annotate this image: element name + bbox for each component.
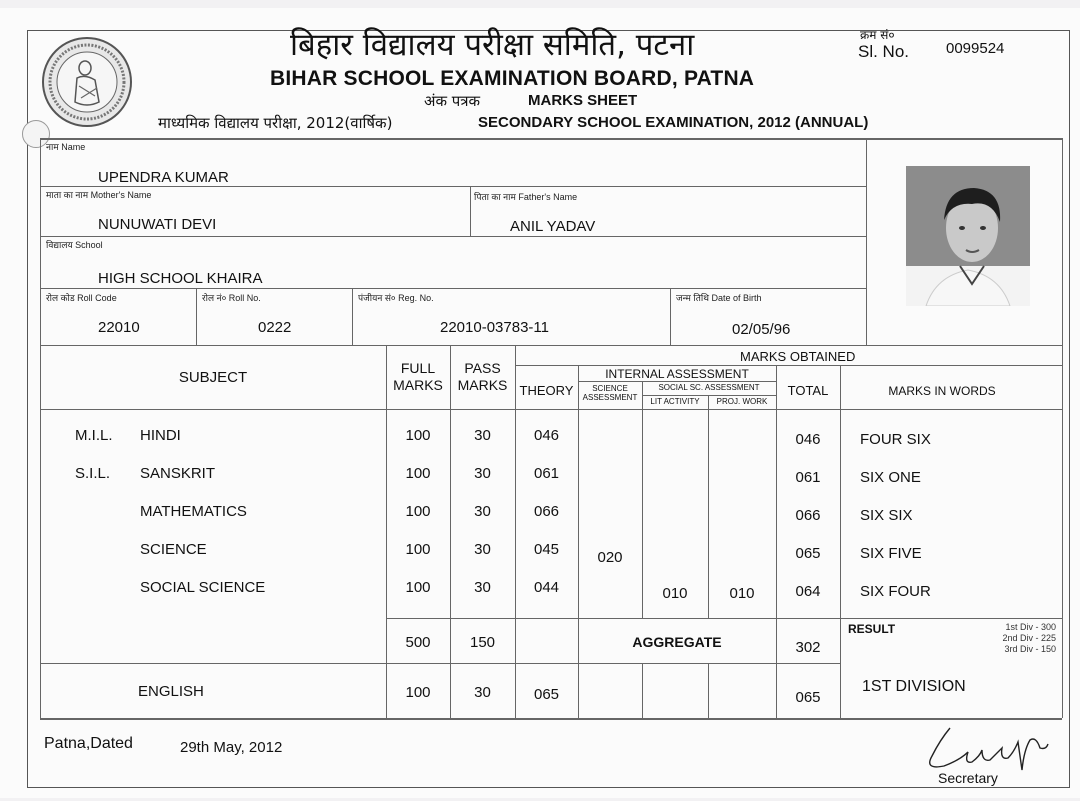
marks-total: 065 <box>795 545 821 562</box>
marks-in-words: SIX ONE <box>860 469 921 486</box>
roll-no: 0222 <box>258 319 292 336</box>
marks-full: 100 <box>405 427 431 444</box>
english-pass-marks: 30 <box>474 684 491 701</box>
marks-sci: 020 <box>597 549 623 566</box>
division-criteria <box>960 622 1056 655</box>
divider <box>866 138 867 346</box>
subject-name: SOCIAL SCIENCE <box>140 579 266 596</box>
divider <box>40 186 866 187</box>
marks-pass: 30 <box>474 503 491 520</box>
english-theory: 065 <box>533 686 560 703</box>
divider <box>40 718 1062 720</box>
marks-total: 066 <box>795 507 821 524</box>
student-photo <box>906 166 1030 306</box>
place-label: Patna,Dated <box>44 735 133 752</box>
marks-full: 100 <box>405 503 431 520</box>
divider <box>642 663 643 718</box>
subject-prefix: M.I.L. <box>75 427 113 444</box>
internal-assessment-header: INTERNAL ASSESSMENT <box>605 367 749 381</box>
english-subject: ENGLISH <box>138 683 204 700</box>
marks-pass: 30 <box>474 427 491 444</box>
aggregate-full-marks: 500 <box>405 634 431 651</box>
secretary-signature <box>910 720 1060 776</box>
pass-marks-header-line: PASS <box>464 360 501 376</box>
aggregate-pass-marks: 150 <box>469 634 496 651</box>
secretary-label: Secretary <box>938 770 998 786</box>
marks-full: 100 <box>405 465 431 482</box>
sheet-title-english: MARKS SHEET <box>528 92 638 109</box>
reg-no-label: पंजीयन सं० Reg. No. <box>358 293 434 303</box>
divider <box>578 365 579 718</box>
student-name: UPENDRA KUMAR <box>98 169 229 186</box>
lit-activity-header: LIT ACTIVITY <box>650 397 700 406</box>
science-assessment-header <box>578 384 642 402</box>
name-label: नाम Name <box>46 142 86 152</box>
subject-header: SUBJECT <box>178 369 248 386</box>
serial-number: 0099524 <box>946 40 1005 57</box>
theory-header: THEORY <box>519 383 574 398</box>
divider <box>40 138 1062 140</box>
marks-total: 061 <box>795 469 821 486</box>
marks-in-words: SIX FIVE <box>860 545 922 562</box>
criteria-second: 2nd Div - 225 <box>1002 633 1056 643</box>
science-assessment-header-line: SCIENCE <box>592 384 628 393</box>
full-marks-header-line: MARKS <box>393 377 443 393</box>
divider <box>40 345 1062 346</box>
subject-prefix: S.I.L. <box>75 465 111 482</box>
dob: 02/05/96 <box>732 321 791 338</box>
divider <box>40 236 866 237</box>
divider <box>670 288 671 345</box>
marks-pass: 30 <box>474 579 491 596</box>
marks-in-words-header: MARKS IN WORDS <box>888 384 996 398</box>
divider <box>1062 138 1063 718</box>
divider <box>40 288 866 289</box>
divider <box>196 288 197 345</box>
divider <box>352 288 353 345</box>
english-full-marks: 100 <box>405 684 431 701</box>
roll-code: 22010 <box>98 319 140 336</box>
pass-marks-header-line: MARKS <box>457 377 508 393</box>
divider <box>840 365 841 718</box>
divider <box>642 381 643 618</box>
divider <box>386 618 1062 619</box>
father-name-label: पिता का नाम Father's Name <box>474 192 578 202</box>
marks-theory: 046 <box>533 427 560 444</box>
exam-hindi: माध्यमिक विद्यालय परीक्षा, 2012(वार्षिक) <box>158 114 393 132</box>
marks-lit: 010 <box>662 585 688 602</box>
aggregate-label: AGGREGATE <box>632 634 722 650</box>
social-assessment-header: SOCIAL SC. ASSESSMENT <box>658 383 760 392</box>
divider <box>470 186 471 236</box>
marks-total: 046 <box>795 431 821 448</box>
mother-name: NUNUWATI DEVI <box>98 216 217 233</box>
sheet-title-hindi: अंक पत्रक <box>424 92 481 110</box>
board-seal-icon <box>41 36 133 128</box>
marks-pass: 30 <box>474 465 491 482</box>
divider <box>708 663 709 718</box>
subject-name: MATHEMATICS <box>140 503 247 520</box>
marks-in-words: FOUR SIX <box>860 431 931 448</box>
marks-pass: 30 <box>474 541 491 558</box>
school-label: विद्यालय School <box>46 240 103 250</box>
full-marks-header-line: FULL <box>400 360 436 376</box>
criteria-third: 3rd Div - 150 <box>1004 644 1056 654</box>
total-header: TOTAL <box>787 383 829 398</box>
divider <box>776 365 777 718</box>
marks-theory: 061 <box>533 465 560 482</box>
title-english: BIHAR SCHOOL EXAMINATION BOARD, PATNA <box>270 67 755 90</box>
full-marks-header <box>386 360 450 394</box>
issue-date: 29th May, 2012 <box>180 739 283 756</box>
subject-name: HINDI <box>140 427 181 444</box>
marks-theory: 066 <box>533 503 560 520</box>
school-name: HIGH SCHOOL KHAIRA <box>98 270 263 287</box>
reg-no: 22010-03783-11 <box>440 319 549 336</box>
divider <box>40 138 41 718</box>
serial-label: Sl. No. <box>858 42 910 61</box>
dob-label: जन्म तिथि Date of Birth <box>676 293 762 303</box>
pass-marks-header <box>450 360 515 394</box>
mother-name-label: माता का नाम Mother's Name <box>46 190 152 200</box>
english-total: 065 <box>795 689 821 706</box>
marks-total: 064 <box>795 583 821 600</box>
result-value: 1ST DIVISION <box>862 678 966 695</box>
serial-label-hindi: क्रम सं० <box>860 28 895 42</box>
marks-proj: 010 <box>729 585 755 602</box>
marks-full: 100 <box>405 579 431 596</box>
exam-english: SECONDARY SCHOOL EXAMINATION, 2012 (ANNUAL) <box>478 114 869 131</box>
proj-work-header: PROJ. WORK <box>716 397 768 406</box>
subject-name: SANSKRIT <box>140 465 216 482</box>
roll-code-label: रोल कोड Roll Code <box>46 293 117 303</box>
marks-in-words: SIX SIX <box>860 507 913 524</box>
marks-theory: 044 <box>533 579 560 596</box>
aggregate-total: 302 <box>795 639 821 656</box>
father-name: ANIL YADAV <box>510 218 596 235</box>
result-label: RESULT <box>848 622 896 636</box>
marks-obtained-header: MARKS OBTAINED <box>740 349 856 364</box>
criteria-first: 1st Div - 300 <box>1005 622 1056 632</box>
roll-no-label: रोल नं० Roll No. <box>202 293 261 303</box>
marks-theory: 045 <box>533 541 560 558</box>
divider <box>40 663 840 664</box>
marks-in-words: SIX FOUR <box>860 583 931 600</box>
divider <box>40 409 1062 410</box>
title-hindi: बिहार विद्यालय परीक्षा समिति, पटना <box>290 27 695 63</box>
marks-full: 100 <box>405 541 431 558</box>
marks-sheet <box>0 8 1080 798</box>
science-assessment-header-line: ASSESSMENT <box>582 393 638 402</box>
subject-name: SCIENCE <box>140 541 207 558</box>
